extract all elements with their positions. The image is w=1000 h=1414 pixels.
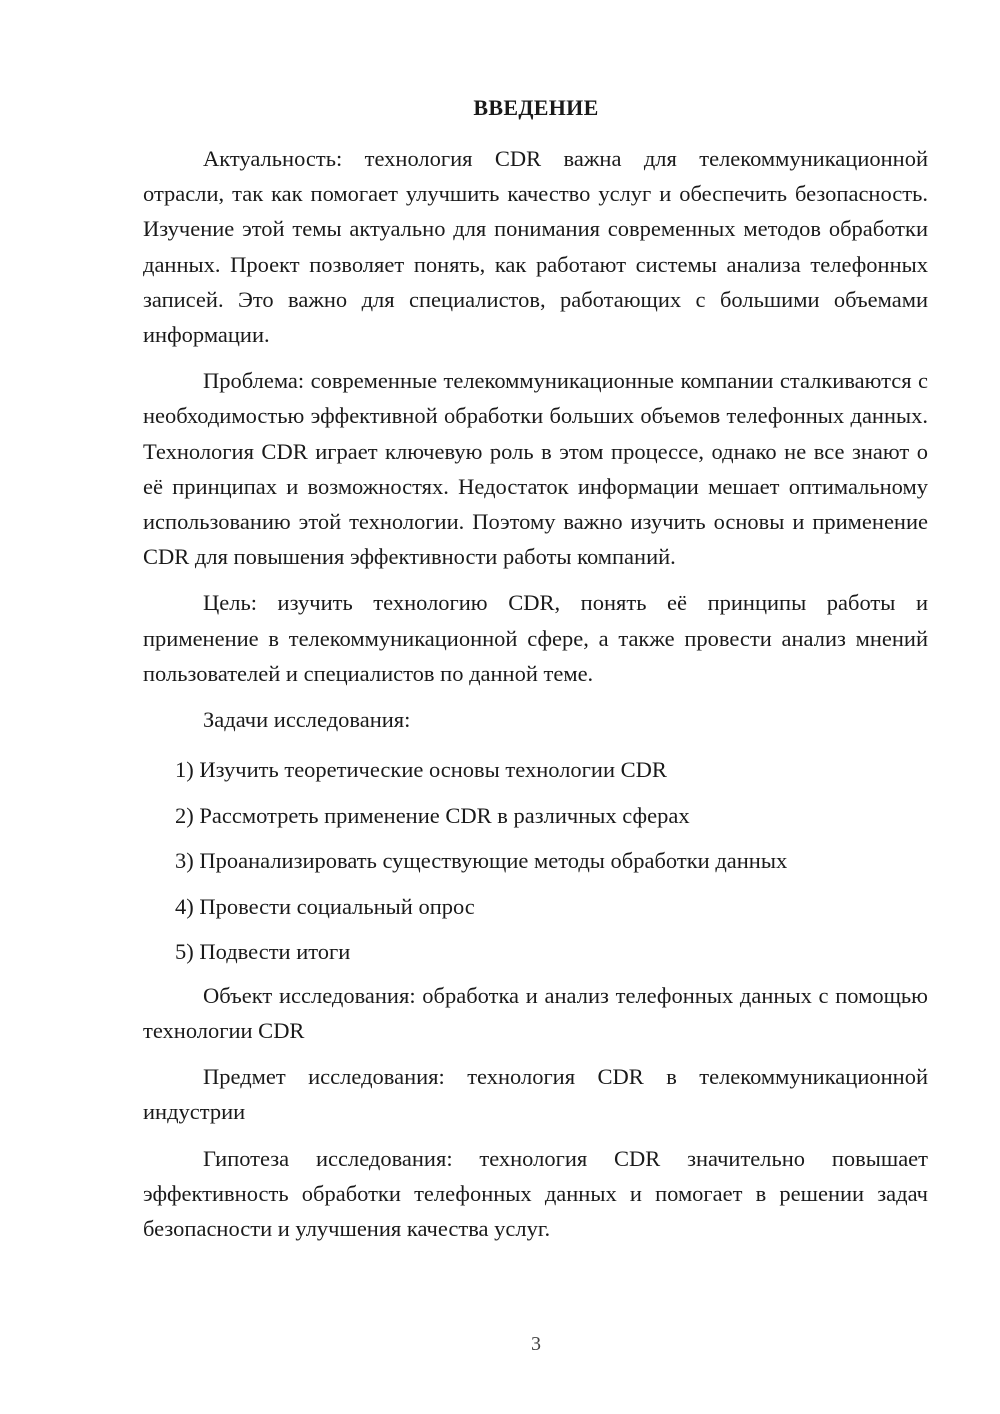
document-body: [143, 141, 928, 1257]
task-item: 2) Рассмотреть применение CDR в различных сферах: [175, 802, 690, 828]
tasks-list: [143, 747, 928, 975]
paragraph-hypothesis: Гипотеза исследования: технология CDR значительно повышает эффективность обработки телефонных данных и помогает в решении задач безопасности и улучшения качества услуг.: [143, 1145, 928, 1241]
task-item: 1) Изучить теоретические основы технологии CDR: [175, 757, 667, 783]
task-item: 3) Проанализировать существующие методы обработки данных: [175, 848, 788, 874]
task-item: 4) Провести социальный опрос: [175, 893, 475, 919]
page-number: 3: [531, 1333, 541, 1355]
tasks-heading: Задачи исследования:: [203, 707, 411, 733]
paragraph-relevance: Актуальность: технология CDR важна для телекоммуникационной отрасли, так как помогает улучшить качество услуг и обеспечить безопасность. Изучение этой темы актуально для понимания современных методов обработки данных. Проект позволяет понять, как работают системы анализа телефонных записей. Это важно для специалистов, работающих с большими объемами информации.: [143, 146, 928, 348]
paragraph-object: Объект исследования: обработка и анализ телефонных данных с помощью технологии CDR: [143, 982, 928, 1043]
paragraph-subject: Предмет исследования: технология CDR в телекоммуникационной индустрии: [143, 1064, 928, 1125]
paragraph-problem: Проблема: современные телекоммуникационные компании сталкиваются с необходимостью эффективной обработки больших объемов телефонных данных. Технология CDR играет ключевую роль в этом процессе, однако не все знают о её принципах и возможностях. Недостаток информации мешает оптимальному использованию этой технологии. Поэтому важно изучить основы и применение CDR для повышения эффективности работы компаний.: [143, 368, 928, 570]
paragraph-goal: Цель: изучить технологию CDR, понять её принципы работы и применение в телекоммуникационной сфере, а также провести анализ мнений пользователей и специалистов по данной теме.: [143, 590, 928, 686]
page-title: ВВЕДЕНИЕ: [473, 95, 599, 120]
task-item: 5) Подвести итоги: [175, 939, 351, 965]
